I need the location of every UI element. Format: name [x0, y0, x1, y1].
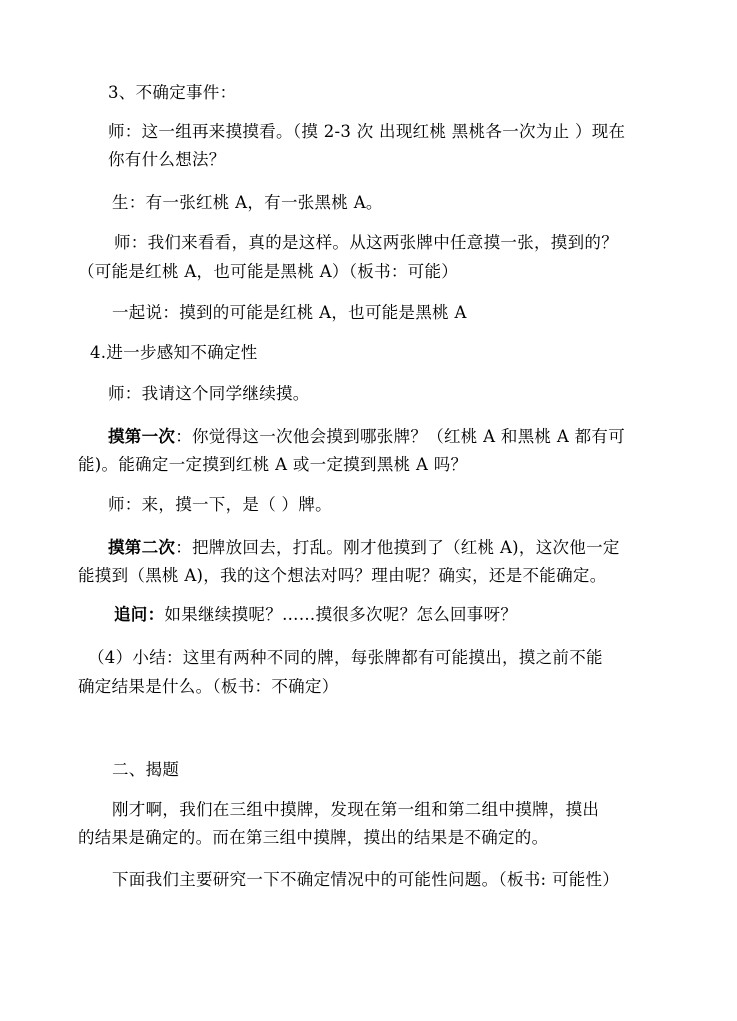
section-3-heading: 3、不确定事件：: [108, 83, 237, 102]
follow-up-text: 如果继续摸呢？……摸很多次呢？怎么回事呀？: [164, 605, 518, 624]
paragraph-summary-line-2: 确定结果是什么。（板书：不确定）: [78, 677, 339, 696]
paragraph-together: 一起说：摸到的可能是红桃 A，也可能是黑桃 A: [112, 303, 467, 322]
first-draw-text: ：你觉得这一次他会摸到哪张牌？（红桃 A 和黑桃 A 都有可: [175, 427, 626, 446]
paragraph-reveal-line-2: 的结果是确定的。而在第三组中摸牌，摸出的结果是不确定的。: [78, 828, 549, 847]
section-4-heading: 4.进一步感知不确定性: [90, 343, 258, 362]
paragraph-teacher-look-line-2: （可能是红桃 A，也可能是黑桃 A）（板书：可能）: [78, 262, 459, 281]
paragraph-teacher-draw: 师：来，摸一下，是（ ）牌。: [108, 495, 332, 514]
section-two-heading: 二、揭题: [112, 760, 180, 779]
paragraph-next-topic: 下面我们主要研究一下不确定情况中的可能性问题。（板书: 可能性）: [112, 870, 620, 889]
paragraph-student: 生：有一张红桃 A，有一张黑桃 A。: [112, 193, 383, 212]
paragraph-summary-line-1: （4）小结：这里有两种不同的牌，每张牌都有可能摸出，摸之前不能: [88, 648, 603, 667]
paragraph-teacher-continue: 师：我请这个同学继续摸。: [108, 384, 310, 403]
second-draw-label: 摸第二次: [108, 538, 176, 557]
paragraph-second-draw-line-2: 能摸到（黑桃 A)，我的这个想法对吗？理由呢？确实，还是不能确定。: [78, 566, 607, 585]
paragraph-teacher-line-1: 师：这一组再来摸摸看。（摸 2-3 次 出现红桃 黑桃各一次为止 ）现在: [108, 122, 626, 141]
paragraph-follow-up: [114, 605, 517, 625]
first-draw-label: 摸第一次: [108, 427, 176, 446]
paragraph-teacher-look-line-1: 师：我们来看看，真的是这样。从这两张牌中任意摸一张，摸到的？: [114, 233, 618, 252]
paragraph-first-draw-line-1: [108, 427, 625, 447]
follow-up-label: 追问：: [114, 605, 165, 624]
second-draw-text: ：把牌放回去，打乱。刚才他摸到了（红桃 A)，这次他一定: [175, 538, 620, 557]
paragraph-first-draw-line-2: 能)。能确定一定摸到红桃 A 或一定摸到黑桃 A 吗？: [78, 455, 468, 474]
paragraph-reveal-line-1: 刚才啊，我们在三组中摸牌，发现在第一组和第二组中摸牌，摸出: [112, 800, 600, 819]
paragraph-teacher-line-2: 你有什么想法？: [108, 150, 226, 169]
paragraph-second-draw-line-1: [108, 538, 620, 558]
